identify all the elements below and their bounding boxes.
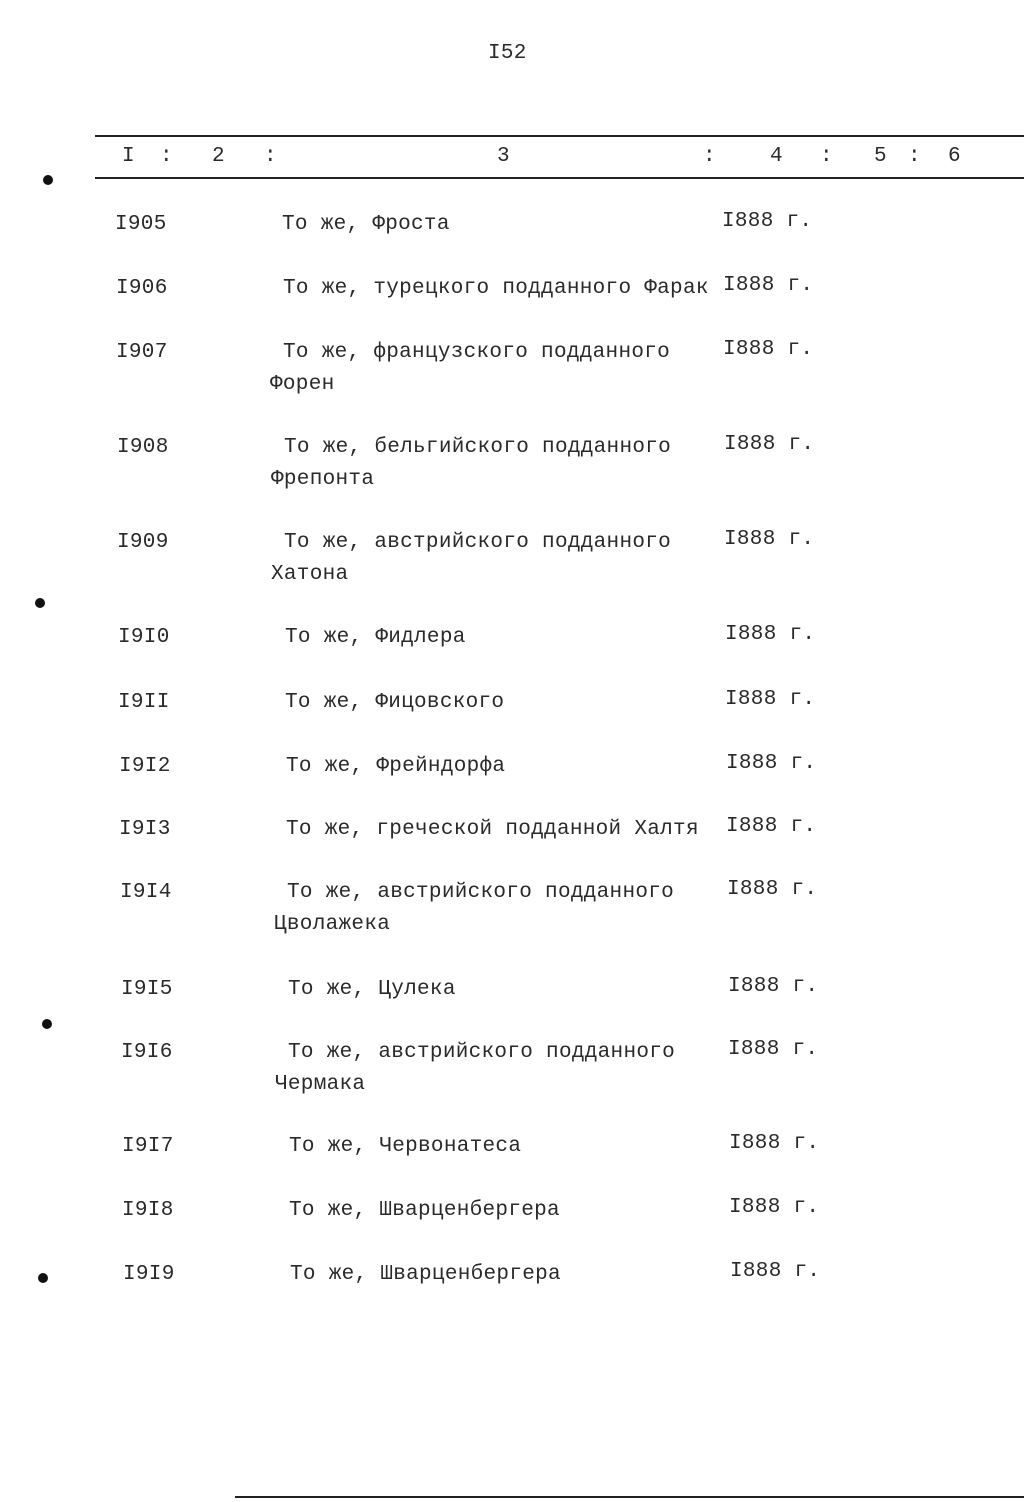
row-number: I9I0: [118, 626, 170, 649]
row-description: То же, турецкого подданного Фарак: [283, 277, 709, 300]
row-description-continued: Цволажека: [274, 913, 391, 936]
row-description: То же, греческой подданной Халтя: [286, 818, 699, 841]
punch-hole: [42, 1019, 52, 1029]
row-number: I907: [116, 341, 168, 364]
row-year: I888 г.: [725, 688, 816, 711]
header-sep: :: [160, 145, 173, 168]
table-header-bottom-rule: [95, 177, 1024, 179]
row-year: I888 г.: [726, 815, 817, 838]
row-description: То же, Шварценбергера: [290, 1263, 561, 1286]
header-col-4: 4: [770, 145, 783, 168]
page-number: I52: [488, 42, 527, 65]
row-number: I9I6: [121, 1041, 173, 1064]
row-number: I9I3: [119, 818, 171, 841]
row-description-continued: Хатона: [271, 563, 349, 586]
row-year: I888 г.: [727, 878, 818, 901]
row-description: То же, Фидлера: [285, 626, 466, 649]
row-year: I888 г.: [725, 623, 816, 646]
row-year: I888 г.: [723, 338, 814, 361]
row-year: I888 г.: [728, 1038, 819, 1061]
row-description: То же, австрийского подданного: [284, 531, 672, 554]
row-number: I9I8: [122, 1199, 174, 1222]
header-col-5: 5: [874, 145, 887, 168]
row-year: I888 г.: [729, 1132, 820, 1155]
row-description: То же, французского подданного: [283, 341, 671, 364]
header-sep: :: [264, 145, 277, 168]
row-year: I888 г.: [722, 210, 813, 233]
row-description: То же, Червонатеса: [289, 1135, 522, 1158]
row-description: То же, Фицовского: [285, 691, 505, 714]
row-description: То же, австрийского подданного: [287, 881, 675, 904]
row-year: I888 г.: [724, 528, 815, 551]
row-description: То же, Цулека: [288, 978, 456, 1001]
punch-hole: [43, 175, 53, 185]
row-year: I888 г.: [729, 1196, 820, 1219]
row-year: I888 г.: [728, 975, 819, 998]
row-number: I9I9: [123, 1263, 175, 1286]
row-number: I905: [115, 213, 167, 236]
row-description: То же, австрийского подданного: [288, 1041, 676, 1064]
row-description-continued: Фрепонта: [271, 468, 375, 491]
page-bottom-rule: [235, 1496, 1024, 1498]
row-description-continued: Форен: [270, 373, 335, 396]
row-number: I909: [117, 531, 169, 554]
row-number: I906: [116, 277, 168, 300]
punch-hole: [38, 1273, 48, 1283]
row-description-continued: Чермака: [275, 1073, 366, 1096]
row-year: I888 г.: [730, 1260, 821, 1283]
row-description: То же, Шварценбергера: [289, 1199, 560, 1222]
header-col-2: 2: [212, 145, 225, 168]
row-description: То же, Фроста: [282, 213, 450, 236]
header-col-3: 3: [497, 145, 510, 168]
header-sep: :: [908, 145, 921, 168]
header-sep: :: [820, 145, 833, 168]
row-description: То же, бельгийского подданного: [284, 436, 672, 459]
row-number: I908: [117, 436, 169, 459]
row-year: I888 г.: [724, 433, 815, 456]
punch-hole: [35, 598, 45, 608]
row-number: I9I7: [122, 1135, 174, 1158]
row-description: То же, Фрейндорфа: [286, 755, 506, 778]
row-number: I9I2: [119, 755, 171, 778]
row-number: I9I4: [120, 881, 172, 904]
header-sep: :: [703, 145, 716, 168]
table-top-rule: [95, 135, 1024, 137]
row-number: I9I5: [121, 978, 173, 1001]
header-col-1: I: [122, 145, 135, 168]
row-year: I888 г.: [726, 752, 817, 775]
header-col-6: 6: [948, 145, 961, 168]
row-number: I9II: [118, 691, 170, 714]
row-year: I888 г.: [723, 274, 814, 297]
